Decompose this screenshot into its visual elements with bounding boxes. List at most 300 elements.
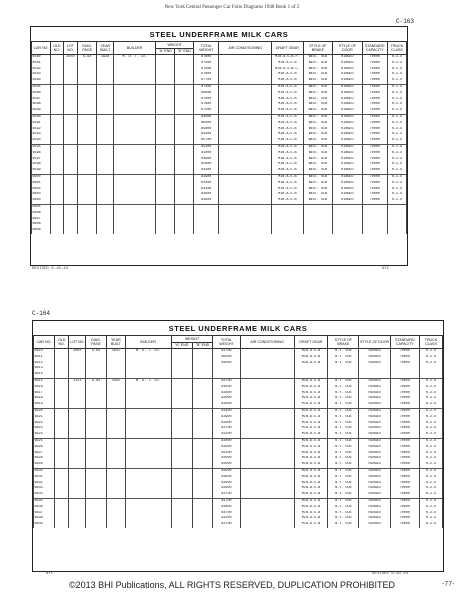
table-cell: 70000 <box>390 355 419 361</box>
table-cell: 83600 <box>194 192 219 198</box>
table-cell: R-1-X <box>387 151 406 157</box>
table-cell: WEST. UCB <box>303 72 332 78</box>
table-cell: 70000 <box>362 127 387 133</box>
table-cell: 70000 <box>390 415 419 421</box>
table-cell: MIN.A-5-B <box>294 378 327 384</box>
table-cell: 87600 <box>194 55 219 61</box>
table-cell: N.Y. UCB <box>328 432 359 438</box>
table-cell: 70000 <box>390 426 419 432</box>
table-frame <box>32 320 444 572</box>
table-cell: 6608 <box>32 222 51 228</box>
column-header-std-capacity: STANDARD CAPACITY <box>390 336 419 349</box>
table-cell: R-1-X <box>387 174 406 180</box>
table-cell: 6603 <box>32 192 51 198</box>
column-header-draft-gear: DRAFT GEAR <box>294 336 327 349</box>
table-cell: WEST. UCB <box>303 97 332 103</box>
table-cell: R-2-X <box>419 438 442 444</box>
table-cell: HINGED <box>333 151 362 157</box>
table-cell: HINGED <box>333 138 362 144</box>
column-header-std-capacity: STANDARD CAPACITY <box>362 42 387 55</box>
diagram-sheet-c163 <box>30 18 442 280</box>
table-cell: 70000 <box>362 108 387 114</box>
table-cell: HINGED <box>333 67 362 73</box>
table-cell: WEST. UCB <box>303 144 332 150</box>
table-cell: 1931 <box>107 378 126 384</box>
table-cell: WEST. UCB <box>303 78 332 84</box>
column-header-old-no: OLD NO. <box>50 42 63 55</box>
table-cell: R-1-X <box>387 97 406 103</box>
table-cell: 82900 <box>213 396 240 402</box>
table-cell: 6618 <box>34 396 55 402</box>
table-cell <box>63 228 78 234</box>
table-cell: 6597 <box>32 157 51 163</box>
table-cell: 6635 <box>34 498 55 504</box>
table-cell: 6607 <box>32 217 51 223</box>
table-cell: 70000 <box>390 456 419 462</box>
table-cell: 6614 <box>34 372 55 378</box>
table-cell: 84300 <box>194 132 219 138</box>
table-cell: WEST. UCB <box>303 102 332 108</box>
table-cell: 6604 <box>32 198 51 204</box>
table-cell: 70000 <box>362 97 387 103</box>
table-cell: M. D. T. CO. <box>125 378 171 384</box>
table-cell: N.Y. UCB <box>328 421 359 427</box>
table-cell: HINGED <box>333 61 362 67</box>
table-cell: 6616 <box>34 385 55 391</box>
table-cell: HINGED <box>359 516 390 522</box>
table-cell: MIN.A-5-B <box>294 421 327 427</box>
table-cell: MIN.A-5-B <box>272 144 304 150</box>
table-cell: HINGED <box>359 522 390 528</box>
table-cell: 83200 <box>213 516 240 522</box>
table-cell: 70000 <box>362 192 387 198</box>
table-cell: 6624 <box>34 432 55 438</box>
table-cell: 70000 <box>362 91 387 97</box>
table-cell: R-2-X <box>419 378 442 384</box>
table-cell: HINGED <box>359 426 390 432</box>
table-cell: WEST. UCB <box>303 162 332 168</box>
table-cell: 6593 <box>32 132 51 138</box>
table-cell: 6639 <box>34 522 55 528</box>
table-cell: 85800 <box>194 127 219 133</box>
table-cell: 6591 <box>32 121 51 127</box>
table-cell: R-1-X <box>387 72 406 78</box>
table-cell: HINGED <box>333 187 362 193</box>
table-cell: WEST. UCB <box>303 174 332 180</box>
table-cell: 6589 <box>32 108 51 114</box>
table-cell: MIN.A-5-B <box>272 151 304 157</box>
table-cell: R-2-X <box>419 391 442 397</box>
table-cell: N.Y. UCB <box>328 451 359 457</box>
table-cell: MIN.A-5-B <box>294 438 327 444</box>
table-cell: N.Y. UCB <box>328 462 359 468</box>
table-cell: 70000 <box>362 144 387 150</box>
table-cell: HINGED <box>359 396 390 402</box>
table-cell: R-1-X <box>387 168 406 174</box>
table-cell: HINGED <box>333 174 362 180</box>
table-cell: R-2-X <box>419 355 442 361</box>
table-cell: 82300 <box>213 451 240 457</box>
table-cell: N.Y. UCB <box>328 402 359 408</box>
table-cell: HINGED <box>359 451 390 457</box>
column-header-builder: BUILDER <box>114 42 156 55</box>
table-cell: 82800 <box>213 438 240 444</box>
column-header-style-door: STYLE OF DOOR <box>333 42 362 55</box>
table-cell: N.Y. UCB <box>328 505 359 511</box>
table-cell: R-1-X <box>387 55 406 61</box>
railroad-mark: NYC <box>382 267 390 271</box>
table-cell: 70000 <box>390 475 419 481</box>
table-cell: 82700 <box>213 522 240 528</box>
table-cell: 70000 <box>390 385 419 391</box>
table-cell: R-2-X <box>419 396 442 402</box>
table-cell: R-1-X <box>387 108 406 114</box>
table-cell: WEST. UCB <box>303 157 332 163</box>
table-title: STEEL UNDERFRAME MILK CARS <box>149 30 289 39</box>
table-cell: MIN.A-5-B <box>272 121 304 127</box>
table-cell: HINGED <box>359 402 390 408</box>
column-header-a-end: "A" END <box>156 48 175 55</box>
table-cell <box>97 228 114 234</box>
table-cell: 6590 <box>32 114 51 120</box>
table-cell: N.Y. UCB <box>328 396 359 402</box>
table-cell: 6621 <box>34 415 55 421</box>
table-cell: R-2-X <box>419 516 442 522</box>
table-cell: 6636 <box>34 505 55 511</box>
table-cell: 6637 <box>34 511 55 517</box>
table-cell: 70000 <box>362 138 387 144</box>
table-cell: 6584 <box>32 78 51 84</box>
table-cell: MIN.A-5-B <box>294 456 327 462</box>
table-cell: 84300 <box>194 187 219 193</box>
table-cell: 87800 <box>194 72 219 78</box>
table-title: STEEL UNDERFRAME MILK CARS <box>168 324 308 333</box>
table-cell: N.Y. UCB <box>328 408 359 414</box>
table-cell <box>50 228 63 234</box>
column-header-diag-page: DIAG. PAGE <box>78 42 97 55</box>
table-cell: WEST. UCB <box>303 84 332 90</box>
table-cell: 6605 <box>32 204 51 210</box>
table-cell: 70000 <box>390 462 419 468</box>
table-cell: 70000 <box>390 498 419 504</box>
table-cell <box>156 228 175 234</box>
table-cell <box>171 522 192 528</box>
table-cell <box>362 228 387 234</box>
table-cell: N.Y. UCB <box>328 415 359 421</box>
column-header-weight: WEIGHT <box>171 336 213 343</box>
table-cell: 6606 <box>32 211 51 217</box>
table-cell: 2123 <box>69 378 86 384</box>
table-cell: 82900 <box>213 415 240 421</box>
table-cell <box>54 522 69 528</box>
diagram-label: C-163 <box>396 18 415 25</box>
table-cell: 6594 <box>32 138 51 144</box>
table-cell <box>333 228 362 234</box>
page-number: -77- <box>442 581 455 588</box>
table-cell: N.Y. UCB <box>328 522 359 528</box>
table-cell: HINGED <box>359 511 390 517</box>
table-cell: MIN.A-5-B <box>272 168 304 174</box>
table-cell: R-1-X <box>387 162 406 168</box>
table-cell: HINGED <box>359 445 390 451</box>
copyright-notice: ©2013 BHI Publications, ALL RIGHTS RESERVED, DUPLICATION PROHIBITED <box>68 580 396 590</box>
table-cell <box>387 228 406 234</box>
table-cell: HINGED <box>333 78 362 84</box>
table-cell: 6587 <box>32 97 51 103</box>
table-cell: 82000 <box>213 445 240 451</box>
table-cell: 70000 <box>362 102 387 108</box>
table-cell: WEST. UCB <box>303 67 332 73</box>
table-cell: MIN.A-5-B <box>294 498 327 504</box>
table-cell: N.Y. UCB <box>328 516 359 522</box>
table-cell: 87400 <box>194 61 219 67</box>
table-cell: N.Y. UCB <box>328 355 359 361</box>
table-cell: WEST. UCB <box>303 168 332 174</box>
table-cell: 70000 <box>362 78 387 84</box>
table-cell: HINGED <box>359 415 390 421</box>
table-cell: MIN.A-5-B <box>272 162 304 168</box>
table-cell: 70000 <box>362 168 387 174</box>
table-cell: MIN.A-5-B <box>272 84 304 90</box>
table-cell: N.Y. UCB <box>328 511 359 517</box>
table-cell <box>107 522 126 528</box>
table-cell <box>175 228 194 234</box>
table-cell: 82800 <box>213 481 240 487</box>
table-cell: HINGED <box>359 432 390 438</box>
table-cell: 70000 <box>390 522 419 528</box>
table-cell: M. D. T. CO. <box>114 55 156 61</box>
table-cell: 84300 <box>194 181 219 187</box>
table-cell: WEST. UCB <box>303 138 332 144</box>
table-cell: 85600 <box>194 162 219 168</box>
table-cell: MIN.A-5-B <box>272 138 304 144</box>
table-cell: MIN.A-5-B <box>272 198 304 204</box>
table-cell: R-2-X <box>419 361 442 367</box>
table-cell: WEST. UCB <box>303 181 332 187</box>
diagram-sheet-c164 <box>32 310 444 576</box>
railroad-mark: NYC <box>46 572 54 576</box>
table-cell: HINGED <box>359 505 390 511</box>
table-cell: R-2-X <box>419 522 442 528</box>
table-cell: MIN.A-5-B.C. <box>272 67 304 73</box>
table-cell: HINGED <box>359 438 390 444</box>
table-cell: MIN.A-5-B <box>294 468 327 474</box>
car-roster-table <box>31 41 407 234</box>
column-header-diag-page: DIAG. PAGE <box>86 336 107 349</box>
table-cell <box>125 522 171 528</box>
table-cell: HINGED <box>333 102 362 108</box>
table-cell: 87900 <box>194 102 219 108</box>
table-cell: 70000 <box>362 162 387 168</box>
table-cell: MIN.A-5-B <box>294 522 327 528</box>
column-header-weight: WEIGHT <box>156 42 194 49</box>
table-cell: R-2-X <box>419 468 442 474</box>
table-cell: MIN.A-5-B.F. <box>272 55 304 61</box>
table-cell: MIN.A-5-B <box>272 78 304 84</box>
table-cell: 6625 <box>34 438 55 444</box>
table-cell: 70000 <box>362 181 387 187</box>
table-cell: MIN.A-5-B <box>294 462 327 468</box>
table-cell: G-64 <box>86 349 107 355</box>
table-cell: 82800 <box>213 402 240 408</box>
table-cell: HINGED <box>359 391 390 397</box>
table-cell: HINGED <box>333 181 362 187</box>
table-cell: 6601 <box>32 181 51 187</box>
table-cell: 2050 <box>63 55 78 61</box>
table-cell: 70000 <box>362 198 387 204</box>
table-cell: R-1-X <box>387 157 406 163</box>
table-cell: 82900 <box>213 468 240 474</box>
table-cell: HINGED <box>333 114 362 120</box>
table-cell: WEST. UCB <box>303 61 332 67</box>
table-cell: 6626 <box>34 445 55 451</box>
table-cell: MIN.A-5-B <box>294 432 327 438</box>
table-cell: MIN.A-5-B <box>294 486 327 492</box>
table-cell: HINGED <box>333 192 362 198</box>
table-cell: R-2-X <box>419 415 442 421</box>
revision-note: REVISED 6-30-44 <box>372 572 409 576</box>
table-cell: 6610 <box>34 349 55 355</box>
table-cell: R-1-X <box>387 127 406 133</box>
table-cell: WEST. UCB <box>303 151 332 157</box>
table-cell: 70000 <box>390 408 419 414</box>
table-cell: WEST. UCB <box>303 187 332 193</box>
table-cell: WEST. UCB <box>303 132 332 138</box>
table-cell: MIN.A-5-B <box>294 451 327 457</box>
table-cell: R-1-X <box>387 138 406 144</box>
table-cell: 84600 <box>194 198 219 204</box>
table-cell <box>240 522 294 528</box>
table-cell: R-1-X <box>387 114 406 120</box>
table-cell: HINGED <box>333 157 362 163</box>
table-cell: 6631 <box>34 475 55 481</box>
table-cell: HINGED <box>333 127 362 133</box>
table-cell: 1928 <box>97 55 114 61</box>
table-cell: MIN.A-5-B <box>272 174 304 180</box>
table-cell: MIN.A-5-B <box>294 505 327 511</box>
table-cell: 6586 <box>32 91 51 97</box>
table-cell: 6582 <box>32 67 51 73</box>
table-cell: HINGED <box>333 91 362 97</box>
table-cell: R-2-X <box>419 486 442 492</box>
table-cell: MIN.A-5-B <box>272 157 304 163</box>
table-cell: 6602 <box>32 187 51 193</box>
table-cell: HINGED <box>333 108 362 114</box>
table-cell: 6581 <box>32 61 51 67</box>
column-header-total-weight: TOTAL WEIGHT <box>213 336 240 349</box>
table-cell: 6595 <box>32 144 51 150</box>
table-cell: HINGED <box>359 481 390 487</box>
table-cell: R-2-X <box>419 511 442 517</box>
table-cell: 70000 <box>390 438 419 444</box>
table-cell <box>86 522 107 528</box>
table-cell: N.Y. UCB <box>328 361 359 367</box>
table-row <box>34 522 443 528</box>
table-cell: 6588 <box>32 102 51 108</box>
table-cell: 6623 <box>34 426 55 432</box>
table-cell: 84500 <box>213 385 240 391</box>
table-cell: N.Y. UCB <box>328 481 359 487</box>
table-cell: 70000 <box>362 61 387 67</box>
table-cell: 87600 <box>194 67 219 73</box>
table-cell: WEST. UCB <box>303 108 332 114</box>
table-cell: 6583 <box>32 72 51 78</box>
table-cell: 70000 <box>390 391 419 397</box>
table-cell: 87300 <box>194 84 219 90</box>
table-cell: 6611 <box>34 355 55 361</box>
table-cell: 70000 <box>362 121 387 127</box>
table-cell: N.Y. UCB <box>328 468 359 474</box>
table-cell <box>192 522 213 528</box>
table-cell: WEST. UCB <box>303 114 332 120</box>
column-header-car-no: CAR NO. <box>32 42 51 55</box>
table-cell: 6630 <box>34 468 55 474</box>
column-header-style-door: STYLE OF DOOR <box>359 336 390 349</box>
table-cell: HINGED <box>359 361 390 367</box>
table-cell: HINGED <box>333 168 362 174</box>
table-cell: 1931 <box>107 349 126 355</box>
table-cell: MIN.A-5-B <box>294 445 327 451</box>
table-cell: R-1-X <box>387 102 406 108</box>
table-cell: MIN.A-5-B <box>294 475 327 481</box>
table-cell: 70000 <box>390 486 419 492</box>
table-cell: 82000 <box>213 421 240 427</box>
table-cell: R-2-X <box>419 475 442 481</box>
table-cell: R-2-X <box>419 432 442 438</box>
table-cell: N.Y. UCB <box>328 426 359 432</box>
table-cell: HINGED <box>333 198 362 204</box>
table-cell: N.Y. UCB <box>328 391 359 397</box>
table-cell: 6615 <box>34 378 55 384</box>
table-cell: 82800 <box>213 505 240 511</box>
table-cell: N.Y. UCB <box>328 486 359 492</box>
table-cell: N.Y. UCB <box>328 456 359 462</box>
table-cell: 84300 <box>194 168 219 174</box>
table-cell: HINGED <box>359 408 390 414</box>
table-cell: N.Y. UCB <box>328 475 359 481</box>
table-cell: WEST. UCB <box>303 198 332 204</box>
table-cell: 84000 <box>194 114 219 120</box>
table-cell: HINGED <box>359 355 390 361</box>
column-header-lot-no: LOT NO. <box>63 42 78 55</box>
table-cell: HINGED <box>333 72 362 78</box>
table-cell <box>219 228 272 234</box>
table-cell: 83600 <box>213 475 240 481</box>
table-cell: 6619 <box>34 402 55 408</box>
table-cell: R-1-X <box>387 181 406 187</box>
table-cell: 6600 <box>32 174 51 180</box>
column-header-air-conditioning: AIR CONDITIONING <box>219 42 272 55</box>
car-roster-table <box>33 335 443 528</box>
table-cell: MIN.A-5-B <box>294 511 327 517</box>
column-header-car-no: CAR NO. <box>34 336 55 349</box>
column-header-old-no: OLD NO. <box>54 336 69 349</box>
table-cell: HINGED <box>333 132 362 138</box>
table-cell: R-2-X <box>419 451 442 457</box>
table-cell: HINGED <box>333 97 362 103</box>
table-cell: R-1-X <box>387 144 406 150</box>
table-cell: HINGED <box>359 456 390 462</box>
column-header-b-end: "B" END <box>192 342 213 349</box>
table-cell: MIN.A-5-B <box>294 402 327 408</box>
table-cell: 81700 <box>213 349 240 355</box>
table-cell: MIN.A-5-B <box>272 181 304 187</box>
table-cell: MIN.A-5-B <box>272 192 304 198</box>
table-cell: 70000 <box>390 432 419 438</box>
table-cell: 70000 <box>390 492 419 498</box>
table-cell: R-2-X <box>419 385 442 391</box>
column-header-style-brake: STYLE OF BRAKE <box>303 42 332 55</box>
